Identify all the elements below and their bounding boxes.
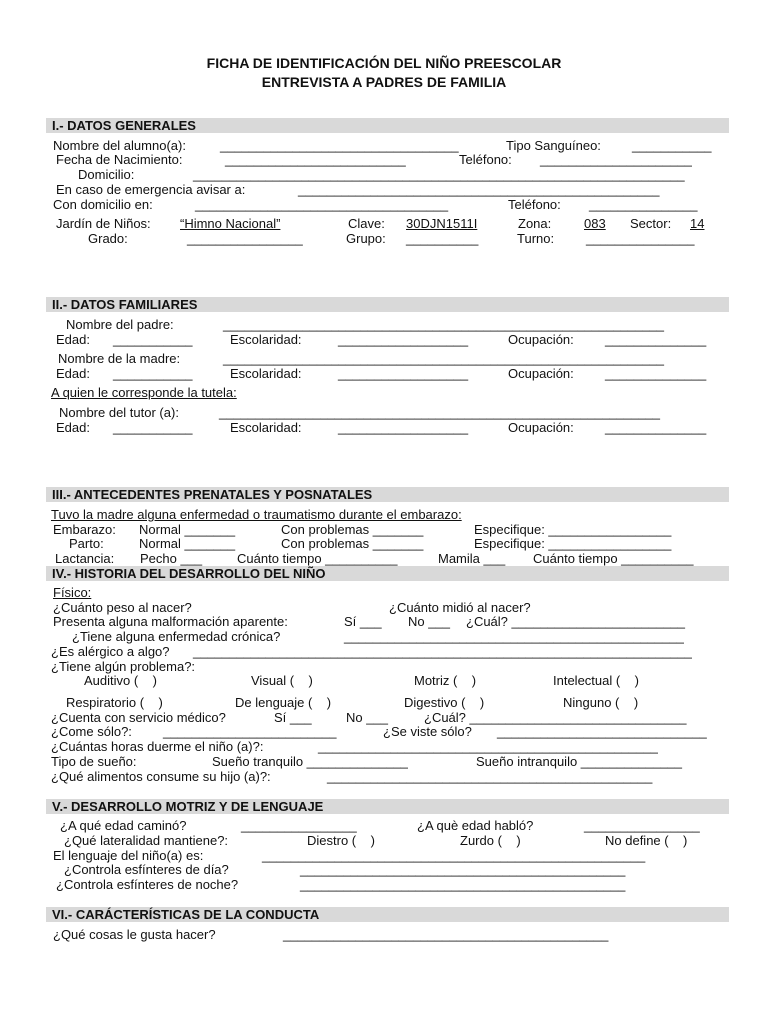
field-nombre-tutor[interactable]: _____________________________________________________________ xyxy=(219,405,661,420)
field-grupo[interactable]: __________ xyxy=(406,231,479,246)
label-escolaridad-padre: Escolaridad: xyxy=(230,332,302,347)
question-alimentos: ¿Qué alimentos consume su hijo (a)?: xyxy=(51,769,271,784)
option-parto-problemas[interactable]: Con problemas _______ xyxy=(281,536,424,551)
field-telefono[interactable]: _____________________ xyxy=(540,152,692,167)
field-nombre-alumno[interactable]: _________________________________ xyxy=(220,138,459,153)
label-domicilio-en: Con domicilio en: xyxy=(53,197,153,212)
label-nombre-tutor: Nombre del tutor (a): xyxy=(59,405,179,420)
field-edad-camino[interactable]: ________________ xyxy=(241,818,357,833)
question-esfinteres-noche: ¿Controla esfínteres de noche? xyxy=(56,877,239,892)
field-edad-padre[interactable]: ___________ xyxy=(113,332,193,347)
label-embarazo: Embarazo: xyxy=(53,522,116,537)
option-servicio-si[interactable]: Sí ___ xyxy=(274,710,312,725)
field-horas-sueno[interactable]: _______________________________________________ xyxy=(318,739,658,754)
field-emergencia[interactable]: __________________________________________________ xyxy=(298,182,660,197)
field-telefono-emergencia[interactable]: _______________ xyxy=(589,197,698,212)
field-nombre-padre[interactable]: _____________________________________________________________ xyxy=(223,317,665,332)
option-motriz[interactable]: Motriz ( ) xyxy=(414,673,477,688)
option-servicio-no[interactable]: No ___ xyxy=(346,710,388,725)
label-grado: Grado: xyxy=(88,231,128,246)
label-nombre-padre: Nombre del padre: xyxy=(66,317,174,332)
field-esfinteres-noche[interactable]: _____________________________________________ xyxy=(300,877,626,892)
field-tipo-sanguineo[interactable]: ___________ xyxy=(632,138,712,153)
question-problema: ¿Tiene algún problema?: xyxy=(51,659,196,674)
value-clave: 30DJN1511I xyxy=(406,216,478,231)
field-domicilio-en[interactable]: ___________________________________ xyxy=(195,197,449,212)
option-diestro[interactable]: Diestro ( ) xyxy=(307,833,375,848)
option-embarazo-problemas[interactable]: Con problemas _______ xyxy=(281,522,424,537)
label-jardin: Jardín de Niños: xyxy=(56,216,151,231)
label-edad-tutor: Edad: xyxy=(56,420,90,435)
label-fecha-nacimiento: Fecha de Nacimiento: xyxy=(56,152,183,167)
label-ocupacion-tutor: Ocupación: xyxy=(508,420,574,435)
option-visual[interactable]: Visual ( ) xyxy=(251,673,313,688)
question-tipo-sueno: Tipo de sueño: xyxy=(51,754,137,769)
section-desarrollo-motriz-header: V.- DESARROLLO MOTRIZ Y DE LENGUAJE xyxy=(46,799,729,814)
field-tiempo-pecho[interactable]: Cuánto tiempo __________ xyxy=(237,551,398,566)
field-ocupacion-madre[interactable]: ______________ xyxy=(605,366,707,381)
question-malformacion: Presenta alguna malformación aparente: xyxy=(53,614,288,629)
section-datos-familiares-header: II.- DATOS FAMILIARES xyxy=(46,297,729,312)
document-title: FICHA DE IDENTIFICACIÓN DEL NIÑO PREESCOLAR xyxy=(206,55,562,71)
field-malformacion-cual[interactable]: ¿Cuál? ________________________ xyxy=(466,614,686,629)
section-conducta-header: VI.- CARÁCTERÍSTICAS DE LA CONDUCTA xyxy=(46,907,729,922)
question-viste-solo: ¿Se viste sólo? xyxy=(383,724,472,739)
option-zurdo[interactable]: Zurdo ( ) xyxy=(460,833,521,848)
label-escolaridad-madre: Escolaridad: xyxy=(230,366,302,381)
option-no-define[interactable]: No define ( ) xyxy=(605,833,688,848)
field-parto-especifique[interactable]: Especifique: _________________ xyxy=(474,536,672,551)
option-sueno-tranquilo[interactable]: Sueño tranquilo ______________ xyxy=(212,754,408,769)
value-sector: 14 xyxy=(690,216,705,231)
question-peso-nacer: ¿Cuánto peso al nacer? xyxy=(53,600,192,615)
field-ocupacion-tutor[interactable]: ______________ xyxy=(605,420,707,435)
question-enfermedad-embarazo: Tuvo la madre alguna enfermedad o traumatismo durante el embarazo: xyxy=(51,507,462,522)
field-escolaridad-madre[interactable]: __________________ xyxy=(338,366,469,381)
field-edad-tutor[interactable]: ___________ xyxy=(113,420,193,435)
label-zona: Zona: xyxy=(518,216,552,231)
value-zona: 083 xyxy=(584,216,606,231)
question-servicio-medico: ¿Cuenta con servicio médico? xyxy=(51,710,226,725)
field-gusta-hacer[interactable]: _____________________________________________ xyxy=(283,927,609,942)
question-esfinteres-dia: ¿Controla esfínteres de día? xyxy=(64,862,229,877)
question-horas-sueno: ¿Cuántas horas duerme el niño (a)?: xyxy=(51,739,264,754)
question-edad-hablo: ¿A què edad habló? xyxy=(417,818,534,833)
field-ocupacion-padre[interactable]: ______________ xyxy=(605,332,707,347)
field-viste-solo[interactable]: _____________________________ xyxy=(497,724,707,739)
question-midio-nacer: ¿Cuánto midió al nacer? xyxy=(389,600,531,615)
label-fisico: Físico: xyxy=(53,585,92,600)
option-ninguno[interactable]: Ninguno ( ) xyxy=(563,695,639,710)
label-ocupacion-madre: Ocupación: xyxy=(508,366,574,381)
label-tutela: A quien le corresponde la tutela: xyxy=(51,385,237,400)
field-nombre-madre[interactable]: _____________________________________________________________ xyxy=(223,351,665,366)
label-sector: Sector: xyxy=(630,216,672,231)
document-subtitle: ENTREVISTA A PADRES DE FAMILIA xyxy=(261,74,507,90)
label-grupo: Grupo: xyxy=(346,231,386,246)
field-enfermedad-cronica[interactable]: _______________________________________________ xyxy=(344,629,684,644)
question-gusta-hacer: ¿Qué cosas le gusta hacer? xyxy=(53,927,216,942)
field-domicilio[interactable]: ____________________________________________________________________ xyxy=(193,167,685,182)
label-ocupacion-padre: Ocupación: xyxy=(508,332,574,347)
label-edad-madre: Edad: xyxy=(56,366,90,381)
question-come-solo: ¿Come sólo?: xyxy=(51,724,132,739)
section-datos-generales-header: I.- DATOS GENERALES xyxy=(46,118,729,133)
label-tipo-sanguineo: Tipo Sanguíneo: xyxy=(506,138,601,153)
field-esfinteres-dia[interactable]: _____________________________________________ xyxy=(300,862,626,877)
option-parto-normal[interactable]: Normal _______ xyxy=(139,536,236,551)
option-embarazo-normal[interactable]: Normal _______ xyxy=(139,522,236,537)
field-lenguaje[interactable]: _____________________________________________________ xyxy=(262,848,646,863)
question-lenguaje: El lenguaje del niño(a) es: xyxy=(53,848,204,863)
question-lateralidad: ¿Qué lateralidad mantiene?: xyxy=(64,833,229,848)
label-parto: Parto: xyxy=(69,536,104,551)
field-edad-hablo[interactable]: ________________ xyxy=(584,818,700,833)
option-malformacion-no[interactable]: No ___ xyxy=(408,614,450,629)
label-nombre-madre: Nombre de la madre: xyxy=(58,351,181,366)
question-alergico: ¿Es alérgico a algo? xyxy=(51,644,170,659)
label-turno: Turno: xyxy=(517,231,555,246)
label-nombre-alumno: Nombre del alumno(a): xyxy=(53,138,186,153)
option-auditivo[interactable]: Auditivo ( ) xyxy=(84,673,157,688)
field-come-solo[interactable]: ________________________ xyxy=(163,724,337,739)
label-domicilio: Domicilio: xyxy=(78,167,135,182)
value-jardin: “Himno Nacional” xyxy=(180,216,281,231)
field-fecha-nacimiento[interactable]: _________________________ xyxy=(225,152,406,167)
label-lactancia: Lactancia: xyxy=(55,551,115,566)
field-escolaridad-padre[interactable]: __________________ xyxy=(338,332,469,347)
option-digestivo[interactable]: Digestivo ( ) xyxy=(404,695,485,710)
option-lenguaje[interactable]: De lenguaje ( ) xyxy=(235,695,332,710)
label-clave: Clave: xyxy=(348,216,385,231)
section-antecedentes-header: III.- ANTECEDENTES PRENATALES Y POSNATALES xyxy=(46,487,729,502)
field-servicio-cual[interactable]: ¿Cuál? ______________________________ xyxy=(424,710,687,725)
label-edad-padre: Edad: xyxy=(56,332,90,347)
option-intelectual[interactable]: Intelectual ( ) xyxy=(553,673,639,688)
question-enfermedad-cronica: ¿Tiene alguna enfermedad crónica? xyxy=(72,629,281,644)
field-alergico[interactable]: _____________________________________________________________________ xyxy=(193,644,692,659)
section-historia-header: IV.- HISTORIA DEL DESARROLLO DEL NIÑO xyxy=(46,566,729,581)
label-escolaridad-tutor: Escolaridad: xyxy=(230,420,302,435)
field-turno[interactable]: _______________ xyxy=(586,231,695,246)
field-edad-madre[interactable]: ___________ xyxy=(113,366,193,381)
field-grado[interactable]: ________________ xyxy=(187,231,303,246)
option-respiratorio[interactable]: Respiratorio ( ) xyxy=(66,695,163,710)
option-malformacion-si[interactable]: Sí ___ xyxy=(344,614,382,629)
field-embarazo-especifique[interactable]: Especifique: _________________ xyxy=(474,522,672,537)
label-telefono: Teléfono: xyxy=(459,152,512,167)
question-edad-camino: ¿A qué edad caminó? xyxy=(60,818,187,833)
option-pecho[interactable]: Pecho ___ xyxy=(140,551,203,566)
label-telefono-emergencia: Teléfono: xyxy=(508,197,561,212)
label-emergencia: En caso de emergencia avisar a: xyxy=(56,182,246,197)
field-alimentos[interactable]: _____________________________________________ xyxy=(327,769,653,784)
field-tiempo-mamila[interactable]: Cuánto tiempo __________ xyxy=(533,551,694,566)
option-mamila[interactable]: Mamila ___ xyxy=(438,551,506,566)
field-escolaridad-tutor[interactable]: __________________ xyxy=(338,420,469,435)
option-sueno-intranquilo[interactable]: Sueño intranquilo ______________ xyxy=(476,754,683,769)
